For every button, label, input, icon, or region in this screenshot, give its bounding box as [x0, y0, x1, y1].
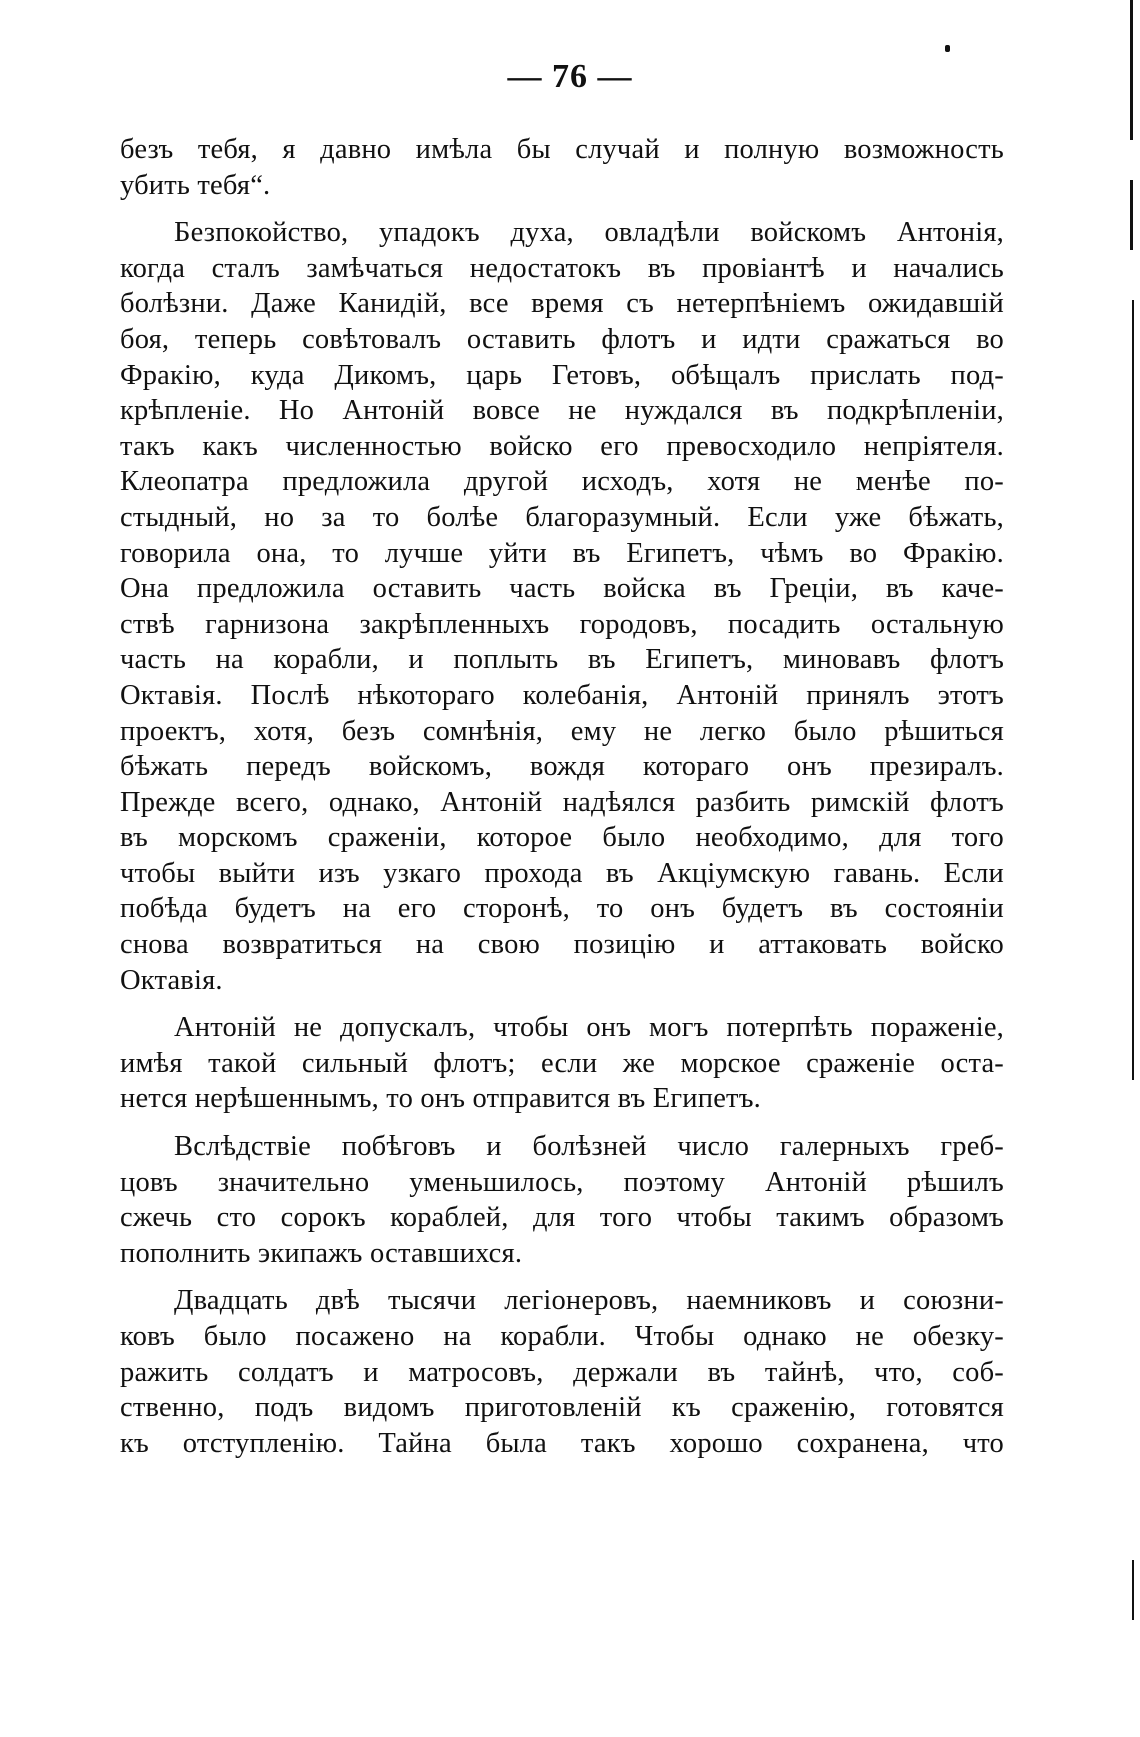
text-line: часть на корабли, и поплыть въ Египетъ, миновавъ флотъ — [120, 644, 1004, 676]
text-line: къ отступленію. Тайна была такъ хорошо сохранена, что — [120, 1427, 1004, 1459]
text-line: ствѣ гарнизона закрѣпленныхъ городовъ, посадить остальную — [120, 608, 1004, 640]
text-line: побѣда будетъ на его сторонѣ, то онъ будетъ въ состояніи — [120, 893, 1004, 925]
text-line: снова возвратиться на свою позицію и аттаковать войско — [120, 929, 1004, 961]
scan-dot — [945, 45, 950, 52]
text-line: убить тебя“. — [120, 169, 271, 201]
text-line: въ морскомъ сраженіи, которое было необходимо, для того — [120, 822, 1004, 854]
paragraph — [120, 1283, 1004, 1461]
text-line: такъ какъ численностью войско его превосходило непріятеля. — [120, 430, 1004, 462]
text-line: болѣзни. Даже Канидій, все время съ нетерпѣніемъ ожидавшій — [120, 288, 1004, 320]
text-line: ственно, подъ видомъ приготовленій къ сраженію, готовятся — [120, 1392, 1004, 1424]
text-line: Вслѣдствіе побѣговъ и болѣзней число галерныхъ греб- — [174, 1131, 1004, 1163]
text-line: стыдный, но за то болѣе благоразумный. Если уже бѣжать, — [120, 501, 1004, 533]
paragraph — [120, 1010, 1004, 1117]
text-line: Прежде всего, однако, Антоній надѣялся разбить римскій флотъ — [120, 786, 1004, 818]
text-line: безъ тебя, я давно имѣла бы случай и полную возможность — [120, 134, 1004, 165]
paragraph — [120, 1129, 1004, 1271]
body-text — [120, 132, 1004, 1461]
text-line: бѣжать передъ войскомъ, вождя котораго онъ презиралъ. — [120, 751, 1004, 783]
scan-edge-mark — [1130, 0, 1133, 140]
paragraph — [120, 215, 1004, 998]
text-line: Она предложила оставить часть войска въ Греціи, въ каче- — [120, 573, 1004, 605]
text-line: чтобы выйти изъ узкаго прохода въ Акціумскую гавань. Если — [120, 857, 1004, 889]
text-line: Фракію, куда Дикомъ, царь Гетовъ, обѣщалъ прислать под- — [120, 359, 1004, 391]
text-line: пополнить экипажъ оставшихся. — [120, 1237, 523, 1269]
text-line: цовъ значительно уменьшилось, поэтому Антоній рѣшилъ — [120, 1166, 1004, 1198]
text-line: проектъ, хотя, безъ сомнѣнія, ему не легко было рѣшиться — [120, 715, 1004, 747]
text-line: Октавія. Послѣ нѣкотораго колебанія, Антоній принялъ этотъ — [120, 679, 1004, 711]
text-line: ковъ было посажено на корабли. Чтобы однако не обезку- — [120, 1321, 1004, 1352]
text-line: говорила она, то лучше уйти въ Египетъ, чѣмъ во Фракію. — [120, 537, 1004, 569]
text-line: боя, теперь совѣтовалъ оставить флотъ и идти сражаться во — [120, 323, 1004, 355]
text-line: Клеопатра предложила другой исходъ, хотя не менѣе по- — [120, 466, 1004, 498]
paragraph — [120, 132, 1004, 203]
text-line: Октавія. — [120, 964, 223, 996]
text-line: когда сталъ замѣчаться недостатокъ въ провіантѣ и начались — [120, 252, 1004, 284]
page-number: — 76 — — [507, 58, 633, 95]
scan-edge-mark — [1132, 1560, 1134, 1620]
scan-edge-mark — [1130, 180, 1133, 250]
text-line: сжечь сто сорокъ кораблей, для того чтобы такимъ образомъ — [120, 1202, 1004, 1234]
text-line: крѣпленіе. Но Антоній вовсе не нуждался въ подкрѣпленіи, — [120, 395, 1004, 427]
scan-edge-mark — [1132, 300, 1134, 1080]
text-line: нется нерѣшеннымъ, то онъ отправится въ Египетъ. — [120, 1083, 761, 1115]
text-line: Двадцать двѣ тысячи легіонеровъ, наемниковъ и союзни- — [174, 1285, 1004, 1317]
text-line: Безпокойство, упадокъ духа, овладѣли войскомъ Антонія, — [174, 217, 1004, 249]
text-line: ражить солдатъ и матросовъ, держали въ тайнѣ, что, соб- — [120, 1356, 1004, 1388]
text-line: Антоній не допускалъ, чтобы онъ могъ потерпѣть пораженіе, — [174, 1012, 1004, 1044]
text-line: имѣя такой сильный флотъ; если же морское сраженіе оста- — [120, 1047, 1004, 1079]
